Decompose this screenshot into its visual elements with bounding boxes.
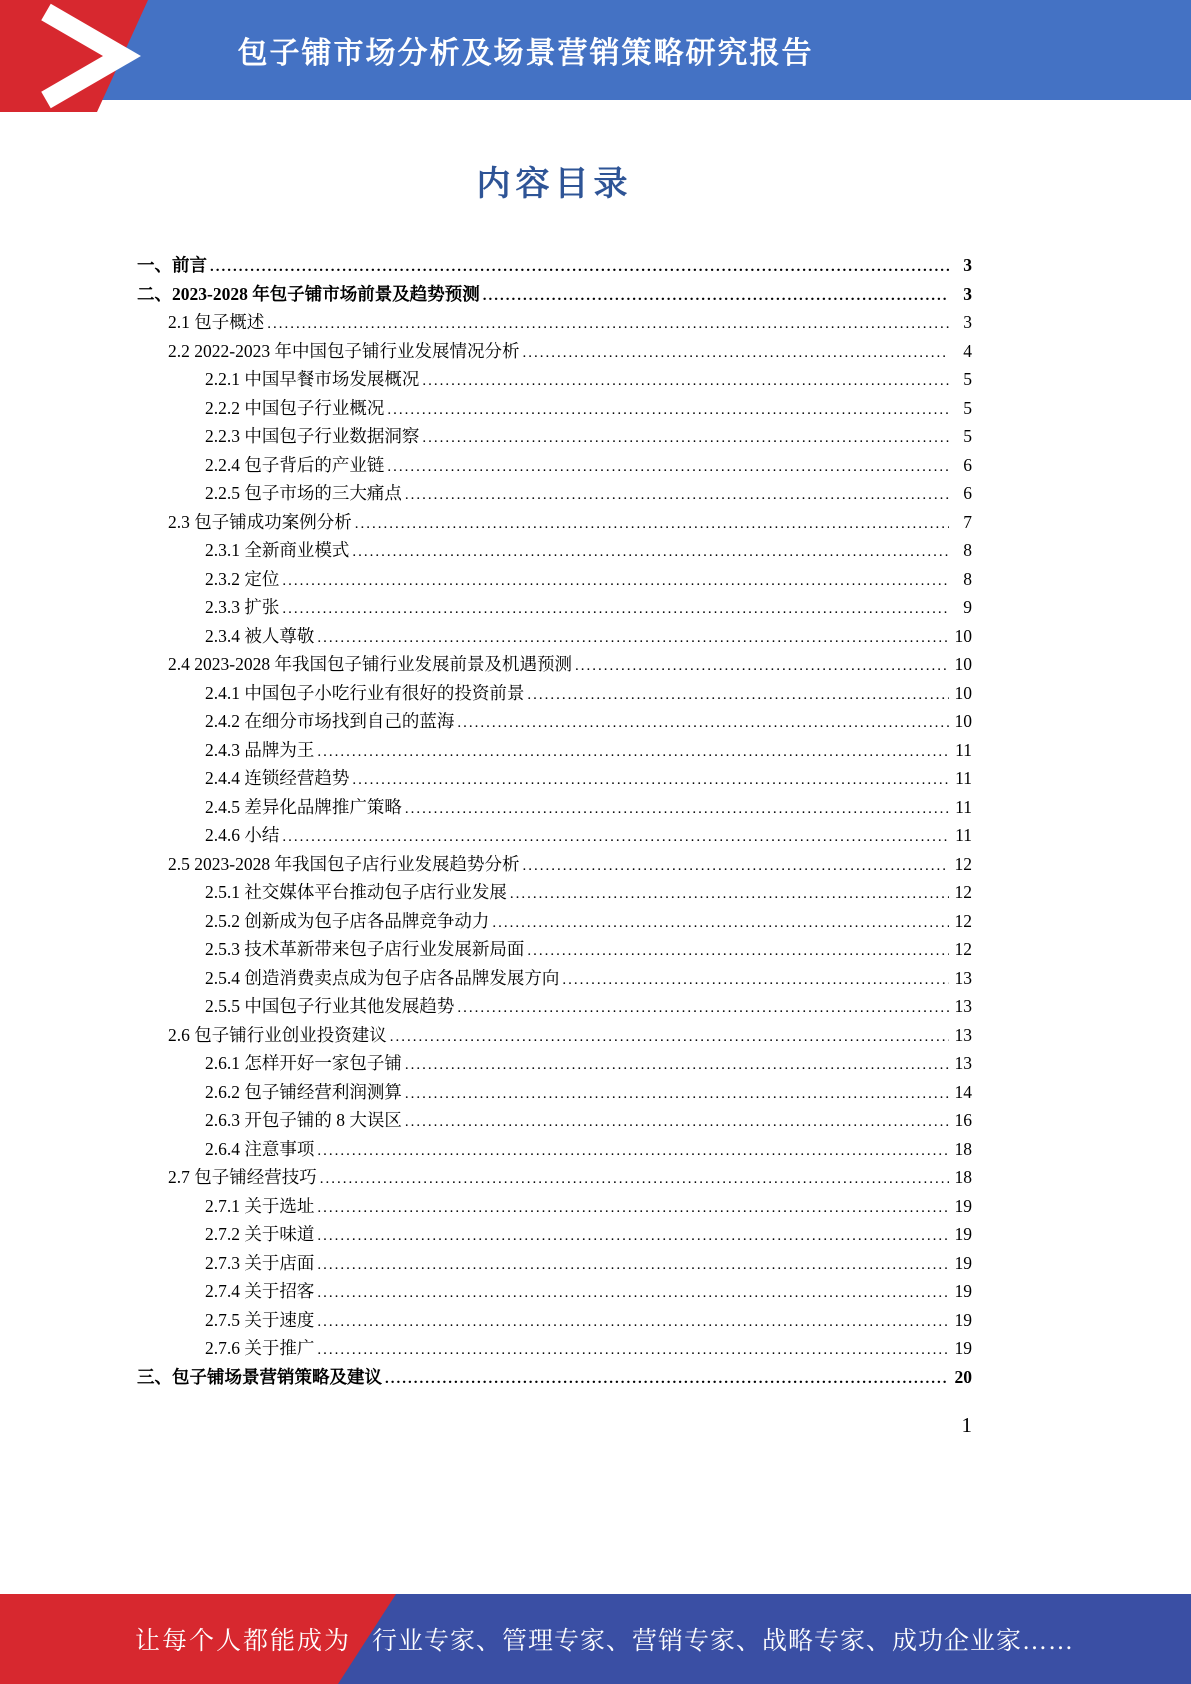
toc-entry[interactable] bbox=[137, 1021, 972, 1050]
toc-leader-dots bbox=[352, 764, 949, 795]
toc-entry-page: 19 bbox=[954, 1252, 972, 1273]
toc-entry-label: 2.6.2 包子铺经营利润测算 bbox=[205, 1081, 402, 1102]
toc-entry-label: 2.5 2023-2028 年我国包子店行业发展趋势分析 bbox=[168, 853, 520, 874]
toc-entry[interactable] bbox=[137, 394, 972, 423]
toc-entry[interactable] bbox=[137, 1249, 972, 1278]
toc-leader-dots bbox=[405, 479, 949, 510]
toc-entry-page: 11 bbox=[955, 768, 972, 788]
toc-entry-page: 8 bbox=[963, 540, 972, 560]
toc-entry-page: 19 bbox=[954, 1338, 972, 1358]
toc-leader-dots bbox=[510, 878, 949, 909]
toc-entry-page: 19 bbox=[954, 1309, 972, 1330]
toc-entry-page: 6 bbox=[963, 454, 972, 475]
footer-expertise-list: 行业专家、管理专家、营销专家、战略专家、成功企业家…… bbox=[372, 1628, 1075, 1655]
toc-leader-dots bbox=[405, 793, 949, 824]
toc-entry[interactable] bbox=[137, 1192, 972, 1221]
toc-entry[interactable] bbox=[137, 565, 972, 594]
toc-entry[interactable] bbox=[137, 707, 972, 736]
toc-entry[interactable] bbox=[137, 622, 972, 651]
toc-leader-dots bbox=[522, 850, 949, 881]
toc-entry[interactable] bbox=[137, 365, 972, 394]
toc-leader-dots bbox=[352, 536, 949, 567]
toc-entry-page: 10 bbox=[954, 711, 972, 731]
toc-leader-dots bbox=[320, 1163, 949, 1194]
toc-leader-dots bbox=[317, 1277, 949, 1308]
toc-entry[interactable] bbox=[137, 1163, 972, 1192]
toc-entry[interactable] bbox=[137, 992, 972, 1021]
toc-entry-page: 9 bbox=[963, 597, 972, 617]
toc-entry[interactable] bbox=[137, 650, 972, 679]
toc-entry-page: 4 bbox=[963, 340, 972, 361]
toc-entry[interactable] bbox=[137, 1334, 972, 1363]
toc-leader-dots bbox=[492, 907, 949, 938]
toc-leader-dots bbox=[317, 1306, 949, 1337]
toc-entry[interactable] bbox=[137, 1363, 972, 1392]
toc-entry-page: 3 bbox=[963, 312, 972, 332]
toc-entry-page: 11 bbox=[955, 796, 972, 817]
toc-entry-label: 2.6 包子铺行业创业投资建议 bbox=[168, 1024, 387, 1045]
toc-leader-dots bbox=[317, 622, 949, 653]
toc-entry[interactable] bbox=[137, 736, 972, 765]
toc-entry-page: 12 bbox=[954, 882, 972, 902]
toc-entry-label: 2.7.6 关于推广 bbox=[205, 1338, 315, 1358]
toc-entry[interactable] bbox=[137, 451, 972, 480]
toc-entry[interactable] bbox=[137, 422, 972, 451]
footer-slogan: 让每个人都能成为 bbox=[135, 1628, 352, 1655]
toc-leader-dots bbox=[575, 650, 949, 681]
toc-entry[interactable] bbox=[137, 308, 972, 337]
toc-leader-dots bbox=[385, 1363, 949, 1394]
toc-entry-label: 2.2 2022-2023 年中国包子铺行业发展情况分析 bbox=[168, 340, 520, 361]
toc-leader-dots bbox=[422, 365, 949, 396]
toc-leader-dots bbox=[282, 821, 949, 852]
toc-entry[interactable] bbox=[137, 1277, 972, 1306]
toc-leader-dots bbox=[282, 593, 949, 624]
toc-leader-dots bbox=[282, 565, 949, 596]
toc-entry-label: 2.1 包子概述 bbox=[168, 312, 265, 332]
toc-entry-label: 三、包子铺场景营销策略及建议 bbox=[137, 1366, 382, 1387]
page-footer bbox=[0, 1594, 1191, 1684]
toc-leader-dots bbox=[527, 679, 949, 710]
toc-entry-page: 18 bbox=[954, 1138, 972, 1159]
toc-leader-dots bbox=[317, 1249, 949, 1280]
toc-entry-label: 2.2.3 中国包子行业数据洞察 bbox=[205, 426, 420, 446]
toc-entry-label: 2.7.4 关于招客 bbox=[205, 1281, 315, 1301]
toc-leader-dots bbox=[483, 280, 949, 311]
toc-entry-label: 2.5.1 社交媒体平台推动包子店行业发展 bbox=[205, 882, 507, 902]
toc-entry-page: 5 bbox=[963, 426, 972, 446]
toc-entry[interactable] bbox=[137, 1078, 972, 1107]
toc-entry-page: 12 bbox=[954, 939, 972, 959]
toc-entry-page: 14 bbox=[954, 1081, 972, 1102]
toc-leader-dots bbox=[355, 508, 949, 539]
toc-leader-dots bbox=[317, 1334, 949, 1365]
toc-entry-label: 2.4.6 小结 bbox=[205, 825, 280, 845]
toc-entry-page: 7 bbox=[963, 511, 972, 532]
toc-entry-page: 13 bbox=[954, 1053, 972, 1073]
toc-entry-page: 5 bbox=[963, 369, 972, 389]
toc-leader-dots bbox=[457, 707, 949, 738]
toc-title: 内容目录 bbox=[476, 166, 633, 203]
toc-leader-dots bbox=[422, 422, 949, 453]
toc-entry-label: 2.2.5 包子市场的三大痛点 bbox=[205, 483, 402, 503]
toc-section bbox=[137, 100, 972, 1438]
toc-entry-page: 13 bbox=[954, 1024, 972, 1045]
toc-entry-label: 2.3 包子铺成功案例分析 bbox=[168, 511, 352, 532]
toc-entry-label: 2.3.3 扩张 bbox=[205, 597, 280, 617]
toc-entry-label: 2.2.4 包子背后的产业链 bbox=[205, 454, 385, 475]
toc-entry-page: 19 bbox=[954, 1195, 972, 1216]
toc-entry-page: 3 bbox=[963, 255, 972, 275]
toc-entry[interactable] bbox=[137, 593, 972, 622]
toc-leader-dots bbox=[317, 1220, 949, 1251]
toc-leader-dots bbox=[562, 964, 949, 995]
toc-leader-dots bbox=[317, 736, 949, 767]
toc-leader-dots bbox=[387, 451, 949, 482]
toc-entry[interactable] bbox=[137, 935, 972, 964]
toc-entry-page: 11 bbox=[955, 825, 972, 845]
toc-entry-label: 2.4.2 在细分市场找到自己的蓝海 bbox=[205, 711, 455, 731]
toc-entry-label: 2.6.4 注意事项 bbox=[205, 1138, 315, 1159]
toc-entry-page: 16 bbox=[954, 1110, 972, 1130]
toc-entry-label: 2.4.5 差异化品牌推广策略 bbox=[205, 796, 402, 817]
toc-entry-label: 2.6.1 怎样开好一家包子铺 bbox=[205, 1053, 402, 1073]
toc-entry-label: 2.2.1 中国早餐市场发展概况 bbox=[205, 369, 420, 389]
toc-entry-label: 2.7.5 关于速度 bbox=[205, 1309, 315, 1330]
report-title: 包子铺市场分析及场景营销策略研究报告 bbox=[237, 37, 814, 70]
toc-entry-label: 2.4.1 中国包子小吃行业有很好的投资前景 bbox=[205, 682, 525, 703]
toc-entry[interactable] bbox=[137, 793, 972, 822]
toc-leader-dots bbox=[390, 1021, 949, 1052]
toc-entry-page: 13 bbox=[954, 967, 972, 988]
toc-entry-page: 10 bbox=[954, 682, 972, 703]
toc-entry[interactable] bbox=[137, 1049, 972, 1078]
toc-entry-label: 2.5.4 创造消费卖点成为包子店各品牌发展方向 bbox=[205, 967, 560, 988]
toc-leader-dots bbox=[387, 394, 949, 425]
page-header bbox=[0, 0, 1191, 100]
toc-entry[interactable] bbox=[137, 1106, 972, 1135]
toc-entry-label: 2.7.1 关于选址 bbox=[205, 1195, 315, 1216]
toc-leader-dots bbox=[527, 935, 949, 966]
toc-entry[interactable] bbox=[137, 337, 972, 366]
toc-entry[interactable] bbox=[137, 508, 972, 537]
toc-leader-dots bbox=[457, 992, 949, 1023]
toc-entry-page: 12 bbox=[954, 910, 972, 931]
toc-leader-dots bbox=[267, 308, 949, 339]
toc-leader-dots bbox=[405, 1106, 949, 1137]
toc-entry-page: 5 bbox=[963, 397, 972, 418]
toc-entry[interactable] bbox=[137, 251, 972, 280]
toc-entry-page: 3 bbox=[963, 283, 972, 304]
toc-entry-page: 10 bbox=[954, 654, 972, 674]
toc-entry-label: 2.4.4 连锁经营趋势 bbox=[205, 768, 350, 788]
toc-entry[interactable] bbox=[137, 964, 972, 993]
toc-entry[interactable] bbox=[137, 821, 972, 850]
toc-entry[interactable] bbox=[137, 878, 972, 907]
toc-entry-label: 2.6.3 开包子铺的 8 大误区 bbox=[205, 1110, 402, 1130]
toc-entry-page: 18 bbox=[954, 1167, 972, 1187]
toc-entry-page: 8 bbox=[963, 568, 972, 589]
toc-entry-label: 2.5.2 创新成为包子店各品牌竞争动力 bbox=[205, 910, 490, 931]
page-number: 1 bbox=[961, 1413, 972, 1437]
toc-list bbox=[137, 251, 972, 1391]
toc-entry[interactable] bbox=[137, 764, 972, 793]
toc-entry-label: 2.4 2023-2028 年我国包子铺行业发展前景及机遇预测 bbox=[168, 654, 572, 674]
toc-entry[interactable] bbox=[137, 1306, 972, 1335]
toc-entry-label: 2.3.4 被人尊敬 bbox=[205, 625, 315, 646]
toc-entry[interactable] bbox=[137, 479, 972, 508]
toc-entry-page: 19 bbox=[954, 1224, 972, 1244]
toc-entry[interactable] bbox=[137, 907, 972, 936]
toc-entry[interactable] bbox=[137, 679, 972, 708]
toc-entry-page: 10 bbox=[954, 625, 972, 646]
toc-entry[interactable] bbox=[137, 536, 972, 565]
toc-entry-label: 2.5.3 技术革新带来包子店行业发展新局面 bbox=[205, 939, 525, 959]
toc-entry-label: 2.5.5 中国包子行业其他发展趋势 bbox=[205, 996, 455, 1016]
toc-entry-label: 一、前言 bbox=[137, 255, 207, 275]
toc-entry[interactable] bbox=[137, 1135, 972, 1164]
toc-leader-dots bbox=[317, 1192, 949, 1223]
toc-entry-label: 二、2023-2028 年包子铺市场前景及趋势预测 bbox=[137, 283, 480, 304]
toc-entry-page: 13 bbox=[954, 996, 972, 1016]
toc-entry[interactable] bbox=[137, 280, 972, 309]
toc-entry-label: 2.7 包子铺经营技巧 bbox=[168, 1167, 317, 1187]
toc-entry[interactable] bbox=[137, 1220, 972, 1249]
toc-entry-label: 2.7.2 关于味道 bbox=[205, 1224, 315, 1244]
toc-entry-label: 2.3.1 全新商业模式 bbox=[205, 540, 350, 560]
toc-entry-page: 20 bbox=[954, 1366, 972, 1387]
toc-entry-page: 19 bbox=[954, 1281, 972, 1301]
toc-leader-dots bbox=[522, 337, 949, 368]
toc-leader-dots bbox=[210, 251, 949, 282]
toc-entry-label: 2.2.2 中国包子行业概况 bbox=[205, 397, 385, 418]
toc-leader-dots bbox=[317, 1135, 949, 1166]
toc-entry[interactable] bbox=[137, 850, 972, 879]
toc-entry-label: 2.3.2 定位 bbox=[205, 568, 280, 589]
toc-entry-label: 2.4.3 品牌为王 bbox=[205, 739, 315, 760]
toc-entry-page: 6 bbox=[963, 483, 972, 503]
toc-entry-label: 2.7.3 关于店面 bbox=[205, 1252, 315, 1273]
toc-entry-page: 11 bbox=[955, 739, 972, 760]
toc-entry-page: 12 bbox=[954, 853, 972, 874]
toc-leader-dots bbox=[405, 1049, 949, 1080]
toc-leader-dots bbox=[405, 1078, 949, 1109]
